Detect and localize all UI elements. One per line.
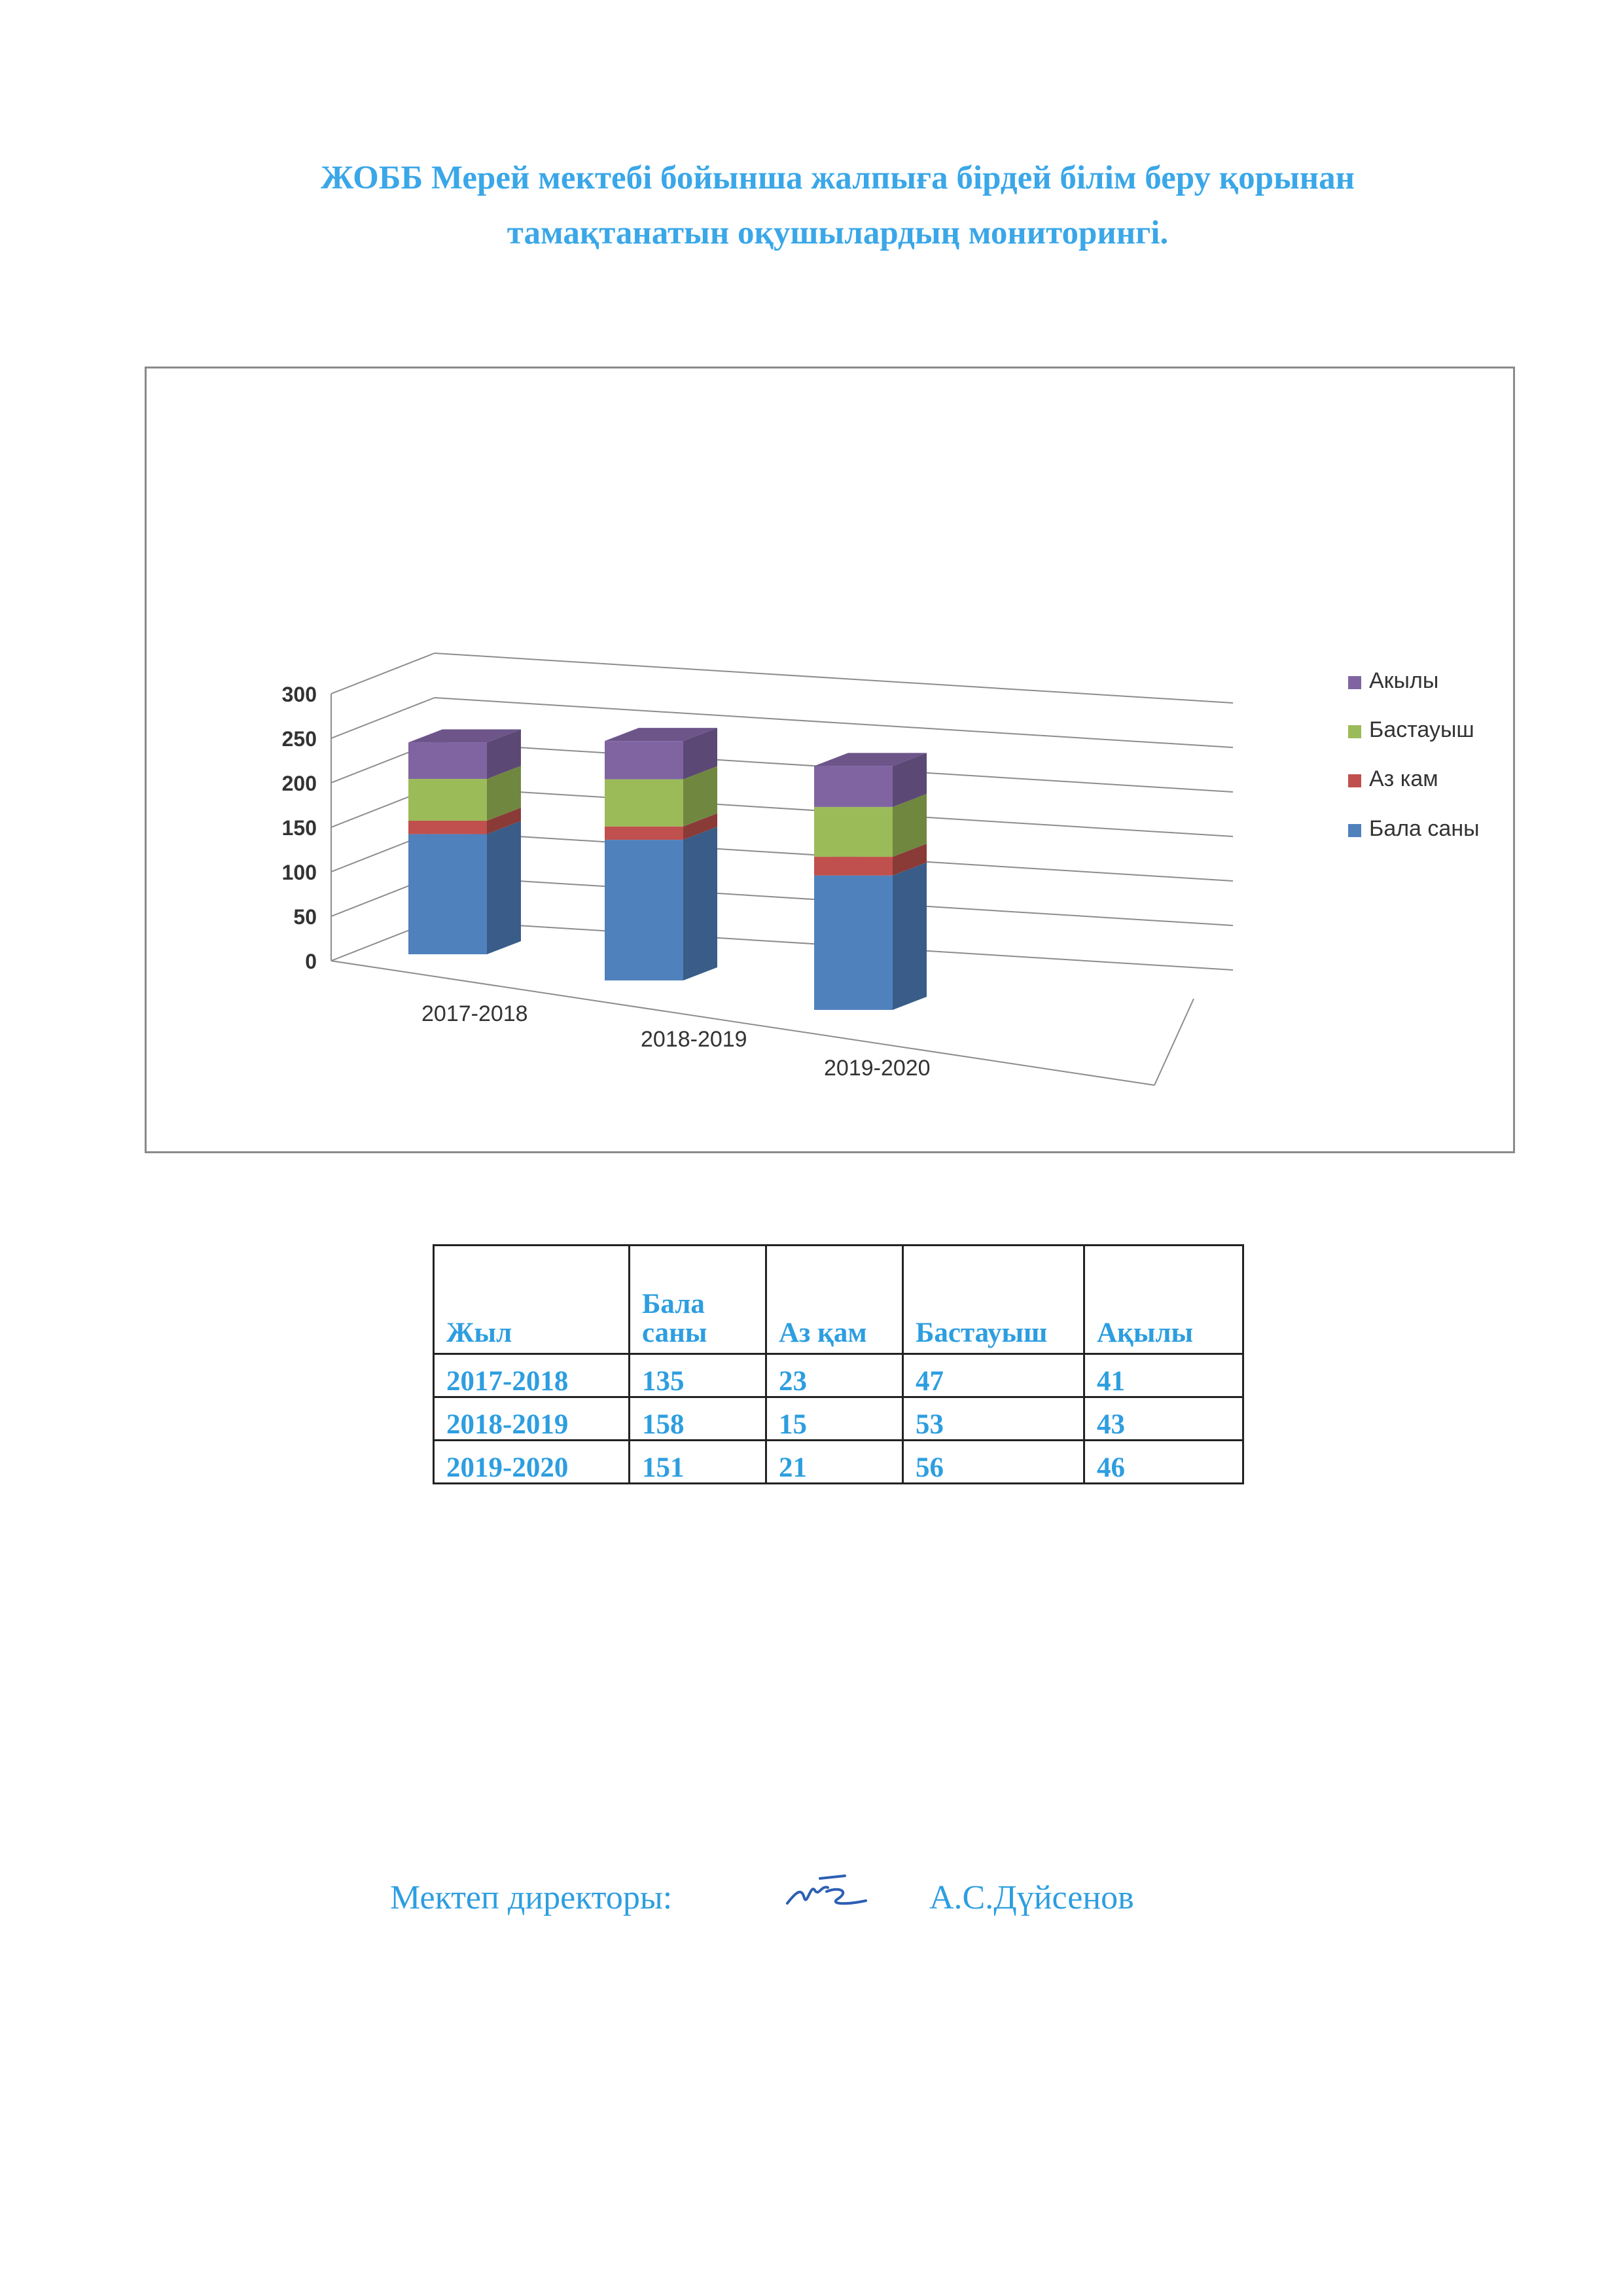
bar-бала-саны-2017-2018 (408, 834, 487, 954)
title-line-1: ЖОББ Мерей мектебі бойынша жалпыға бірдей білім беру қорынан (320, 160, 1355, 196)
bar-акылы-2019-2020 (814, 766, 893, 807)
bar-аз-кам-2018-2019 (605, 827, 683, 840)
table-header-cell: Бастауыш (903, 1246, 1084, 1354)
legend-swatch (1348, 824, 1361, 837)
y-tick-label: 100 (281, 861, 317, 884)
bar-side (487, 821, 521, 954)
stacked-bar-chart (147, 368, 1513, 1151)
bar-акылы-2018-2019 (605, 741, 683, 779)
legend-swatch (1348, 725, 1361, 738)
table-header-cell: Аз қам (766, 1246, 903, 1354)
signature-label: Мектеп директоры: (390, 1879, 673, 1916)
y-tick-label: 300 (281, 683, 317, 706)
x-tick-label: 2019-2020 (824, 1056, 931, 1081)
table-cell: 2018-2019 (434, 1397, 630, 1441)
table-cell: 158 (630, 1397, 766, 1441)
table-cell: 2019-2020 (434, 1441, 630, 1484)
page-title (196, 151, 1479, 260)
table-row (434, 1441, 1243, 1484)
table-cell: 46 (1084, 1441, 1243, 1484)
table-row (434, 1354, 1243, 1397)
bar-бастауыш-2019-2020 (814, 807, 893, 857)
table-header-row (434, 1246, 1243, 1354)
gridline-back (435, 698, 1233, 747)
table-header-cell: Жыл (434, 1246, 630, 1354)
data-table (433, 1244, 1244, 1484)
y-tick-label: 250 (281, 727, 317, 751)
bar-бастауыш-2018-2019 (605, 780, 683, 827)
legend-label: Аз кам (1369, 766, 1438, 791)
table-cell: 151 (630, 1441, 766, 1484)
gridline-side (331, 698, 435, 738)
bar-аз-кам-2017-2018 (408, 821, 487, 834)
signature-name: А.С.Дүйсенов (929, 1879, 1134, 1916)
chart-frame (145, 367, 1515, 1153)
legend-label: Бала саны (1369, 816, 1480, 841)
table-cell: 23 (766, 1354, 903, 1397)
y-tick-label: 200 (281, 772, 317, 795)
table-cell: 43 (1084, 1397, 1243, 1441)
gridline-back (435, 653, 1233, 703)
bar-бала-саны-2018-2019 (605, 840, 683, 980)
gridline-side (331, 653, 435, 694)
table-cell: 21 (766, 1441, 903, 1484)
legend-label: Акылы (1369, 668, 1439, 693)
bar-акылы-2017-2018 (408, 742, 487, 779)
legend-swatch (1348, 774, 1361, 787)
bar-бастауыш-2017-2018 (408, 779, 487, 821)
legend-label: Бастауыш (1369, 717, 1474, 742)
bar-side (893, 863, 927, 1010)
table-cell: 56 (903, 1441, 1084, 1484)
y-tick-label: 0 (305, 950, 317, 973)
table-cell: 53 (903, 1397, 1084, 1441)
table-cell: 15 (766, 1397, 903, 1441)
x-tick-label: 2018-2019 (641, 1027, 747, 1052)
table-cell: 41 (1084, 1354, 1243, 1397)
title-line-2: тамақтанатын оқушылардың мониторингі. (507, 215, 1169, 251)
table-row (434, 1397, 1243, 1441)
table-cell: 47 (903, 1354, 1084, 1397)
table-header-cell: Бала саны (630, 1246, 766, 1354)
x-tick-label: 2017-2018 (421, 1001, 528, 1026)
y-tick-label: 50 (293, 905, 317, 929)
bar-side (683, 827, 717, 980)
table-header-cell: Ақылы (1084, 1246, 1243, 1354)
table-cell: 2017-2018 (434, 1354, 630, 1397)
bar-бала-саны-2019-2020 (814, 876, 893, 1010)
legend-swatch (1348, 676, 1361, 689)
table-cell: 135 (630, 1354, 766, 1397)
floor-right-edge (1154, 999, 1194, 1085)
signature-mark (782, 1865, 887, 1918)
y-tick-label: 150 (281, 816, 317, 840)
bar-аз-кам-2019-2020 (814, 857, 893, 876)
